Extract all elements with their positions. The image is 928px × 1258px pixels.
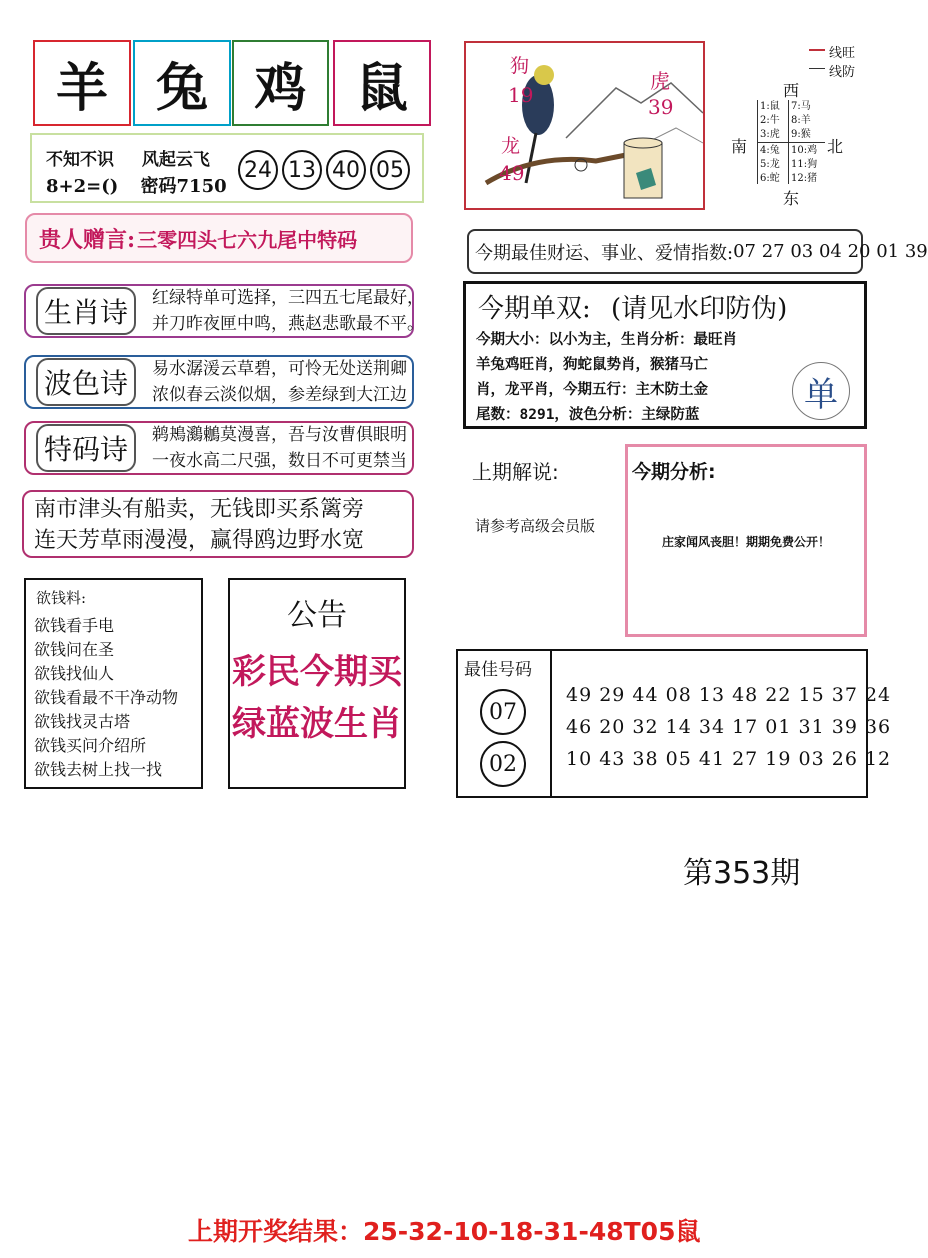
riddle-line2-left: 8+2=() [46,176,119,197]
issue-number: 第353期 [683,856,801,891]
compass-cell: 2:牛 [760,115,780,126]
zodiac-title-2: 兔 [133,40,231,126]
notice-title: 公告 [287,598,347,633]
money-item: 欲钱找仙人 [34,664,115,683]
verse-line: 连天芳草雨漫漫，赢得鸥边野水宽 [34,528,365,553]
notice-line: 彩民今期买 [232,652,402,692]
compass-west: 西 [783,81,800,100]
pic-num-tiger: 39 [648,95,674,119]
riddle-number: 40 [326,150,366,190]
compass-cell: 8:羊 [791,115,811,126]
poem-line: 浓似春云淡似烟，参差绿到大江边 [152,385,408,405]
poem-line: 一夜水高二尺强，数日不可更禁当 [152,451,408,471]
compass-cell: 10:鸡 [791,145,818,156]
danshuang-subtitle: (请见水印防伪) [611,294,788,324]
pic-num-dog: 19 [508,83,534,107]
riddle-number: 05 [370,150,410,190]
money-box [24,578,203,789]
bird-picture [464,41,705,210]
zodiac-poem [24,284,425,338]
riddle-line1-right: 风起云飞 [141,150,210,170]
poem-line: 并刀昨夜匣中鸣，燕赵悲歌最不平。 [152,314,425,334]
fortune-label: 今期最佳财运、事业、爱情指数: [475,242,734,264]
verse-line: 南市津头有船卖，无钱即买系篱旁 [34,497,365,522]
best-numbers [456,649,892,798]
gift-banner [25,213,413,263]
pic-label-dragon: 龙 [501,135,521,157]
compass-cell: 11:狗 [791,159,818,170]
poem-label: 特码诗 [36,424,136,472]
money-item: 欲钱看最不干净动物 [34,688,179,707]
danshuang-line: 羊兔鸡旺肖，狗蛇鼠势肖，猴猪马亡 [476,357,708,373]
compass-cell: 6:蛇 [760,173,780,184]
zodiac-title-3: 鸡 [232,40,329,126]
fortune-index [467,229,928,274]
danshuang-title: 今期单双: [478,294,591,324]
riddle-number: 24 [238,150,278,190]
danshuang-line: 肖，龙平肖，今期五行：主木防土金 [476,382,708,398]
riddle-box [30,133,424,203]
riddle-line2-right: 密码7150 [140,176,227,197]
legend-down: 线防 [829,65,856,80]
compass-south: 南 [731,137,748,156]
pic-label-tiger: 虎 [650,69,670,93]
money-item: 欲钱找灵古塔 [34,712,131,731]
compass-east: 东 [783,189,800,208]
pic-num-dragon: 49 [499,161,525,185]
analysis-text: 庄家闻风丧胆！期期免费公开！ [661,535,830,549]
explain-text: 请参考高级会员版 [475,517,596,535]
best-row: 46 20 32 14 34 17 01 31 39 36 [566,716,892,738]
compass-cell: 9:猴 [791,129,811,140]
poem-line: 易水潺湲云草碧，可怜无处送荆卿 [152,359,408,379]
poem-line: 红绿特单可选择，三四五七尾最好， [152,288,425,308]
danshuang-line: 今期大小：以小为主，生肖分析：最旺肖 [476,332,737,348]
zodiac-title-4: 鼠 [333,40,431,126]
compass-cell: 1:鼠 [760,101,780,112]
money-title: 欲钱料: [36,589,87,607]
verse-box [22,490,414,558]
compass-cell: 4:兔 [760,145,780,156]
compass-cell: 5:龙 [760,159,780,170]
last-result: 上期开奖结果：25-32-10-18-31-48T05鼠 [188,1217,701,1246]
compass-cell: 3:虎 [760,129,780,140]
analysis-title: 今期分析: [632,461,716,483]
best-row: 10 43 38 05 41 27 19 03 26 12 [566,748,892,770]
money-item: 欲钱去树上找一找 [34,760,163,779]
gift-label: 贵人赠言: [39,226,136,253]
riddle-number: 13 [282,150,322,190]
poem-label: 生肖诗 [36,287,136,335]
notice-line: 绿蓝波生肖 [232,704,402,744]
notice-box [228,578,406,789]
money-item: 欲钱问在圣 [34,640,115,659]
compass [725,42,895,212]
danshuang-stamp: 单 [792,362,850,420]
zodiac-title-1: 羊 [33,40,131,126]
color-poem [24,355,414,409]
fortune-value: 07 27 03 04 20 01 39 [733,241,928,262]
legend-up: 线旺 [829,46,856,61]
riddle-line1-left: 不知不识 [46,150,114,170]
explain-title: 上期解说: [472,460,559,484]
money-item: 欲钱看手电 [34,616,115,635]
compass-cell: 7:马 [791,101,811,112]
riddle-numbers [238,150,414,190]
best-title: 最佳号码 [464,660,532,680]
compass-north: 北 [827,137,844,156]
danshuang-line: 尾数：8291，波色分析：主绿防蓝 [476,407,700,423]
analysis-box [625,444,867,637]
best-pick: 07 [480,689,526,735]
danshuang-box [463,281,867,429]
best-pick: 02 [480,741,526,787]
best-row: 49 29 44 08 13 48 22 15 37 24 [566,684,892,706]
poem-label: 波色诗 [36,358,136,406]
money-item: 欲钱买问介绍所 [34,736,147,755]
special-poem [24,421,414,475]
poem-line: 鹈鴂鸂鶒莫漫喜，吾与汝曹俱眼明 [152,425,408,445]
gift-text: 三零四头七六九尾中特码 [137,227,358,252]
compass-cell: 12:猪 [791,173,818,184]
pic-label-dog: 狗 [510,55,530,77]
